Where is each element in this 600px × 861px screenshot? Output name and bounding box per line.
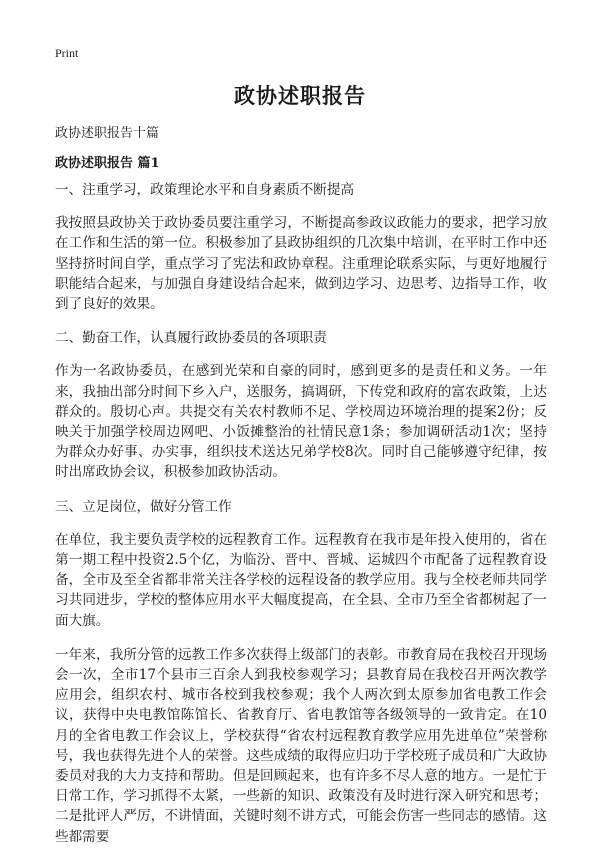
paragraph: 作为一名政协委员，在感到光荣和自豪的同时，感到更多的是责任和义务。一年来，我抽出部分时间下乡入户，送服务，搞调研，下传党和政府的富农政策，上达群众的。殷切心声。共提交有关农村教师不足、学校周边环境治理的提案2份；反映关于加强学校周边网吧、小饭摊整治的社情民意1条；参加调研活动1次；坚持为群众办好事、办实事，组织技术送达兄弟学校8次。同时自己能够遵守纪律，按时出席政协会议，积极参加政协活动。 xyxy=(55,363,547,481)
item-heading: 二、勤奋工作，认真履行政协委员的各项职责 xyxy=(55,330,327,347)
paragraph: 我按照县政协关于政协委员要注重学习，不断提高参政议政能力的要求，把学习放在工作和生活的第一位。积极参加了县政协组织的几次集中培训，在平时工作中还坚持挤时间自学，重点学习了宪法和政协章程。注重理论联系实际，与更好地履行职能结合起来，与加强自身建设结合起来，做到边学习、边思考、边指导工作，收到了良好的效果。 xyxy=(55,215,547,313)
print-link[interactable]: Print xyxy=(55,46,79,60)
document-subtitle: 政协述职报告十篇 xyxy=(55,126,160,141)
page-title: 政协述职报告 xyxy=(234,83,366,108)
paragraph: 一年来，我所分管的远教工作多次获得上级部门的表彰。市教育局在我校召开现场会一次，全市17个县市三百余人到我校参观学习；县教育局在我校召开两次教学应用会，组织农村、城市各校到我校参观；我个人两次到太原参加省电教工作会议，获得中央电教馆陈馆长、省教育厅、省电教馆等各级领导的一致肯定。在10月的全省电教工作会议上，学校获得“省农村远程教育教学应用先进单位”荣誉称号，我也获得先进个人的荣誉。这些成绩的取得应归功于学校班子成员和广大政协委员对我的大力支持和帮助。但是回顾起来，也有许多不尽人意的地方。一是忙于日常工作，学习抓得不太紧，一些新的知识、政策没有及时进行深入研究和思考；二是批评人严厉，不讲情面，关键时刻不讲方式，可能会伤害一些同志的感情。这些都需要 xyxy=(55,646,547,845)
item-heading: 一、注重学习，政策理论水平和自身素质不断提高 xyxy=(55,182,355,198)
document-body xyxy=(55,180,547,861)
paragraph: 在单位，我主要负责学校的远程教育工作。远程教育在我市是年投入使用的，省在第一期工程中投资2.5个亿，为临汾、晋中、晋城、运城四个市配备了远程教育设备，全市及至全省都非常关注各学校的远程设备的教学应用。我与全校老师共同学习共同进步，学校的整体应用水平大幅度提高，在全县、全市乃至全省都树起了一面大旗。 xyxy=(55,531,547,629)
section-title: 政协述职报告 篇1 xyxy=(55,156,160,171)
item-heading: 三、立足岗位，做好分管工作 xyxy=(55,498,232,515)
